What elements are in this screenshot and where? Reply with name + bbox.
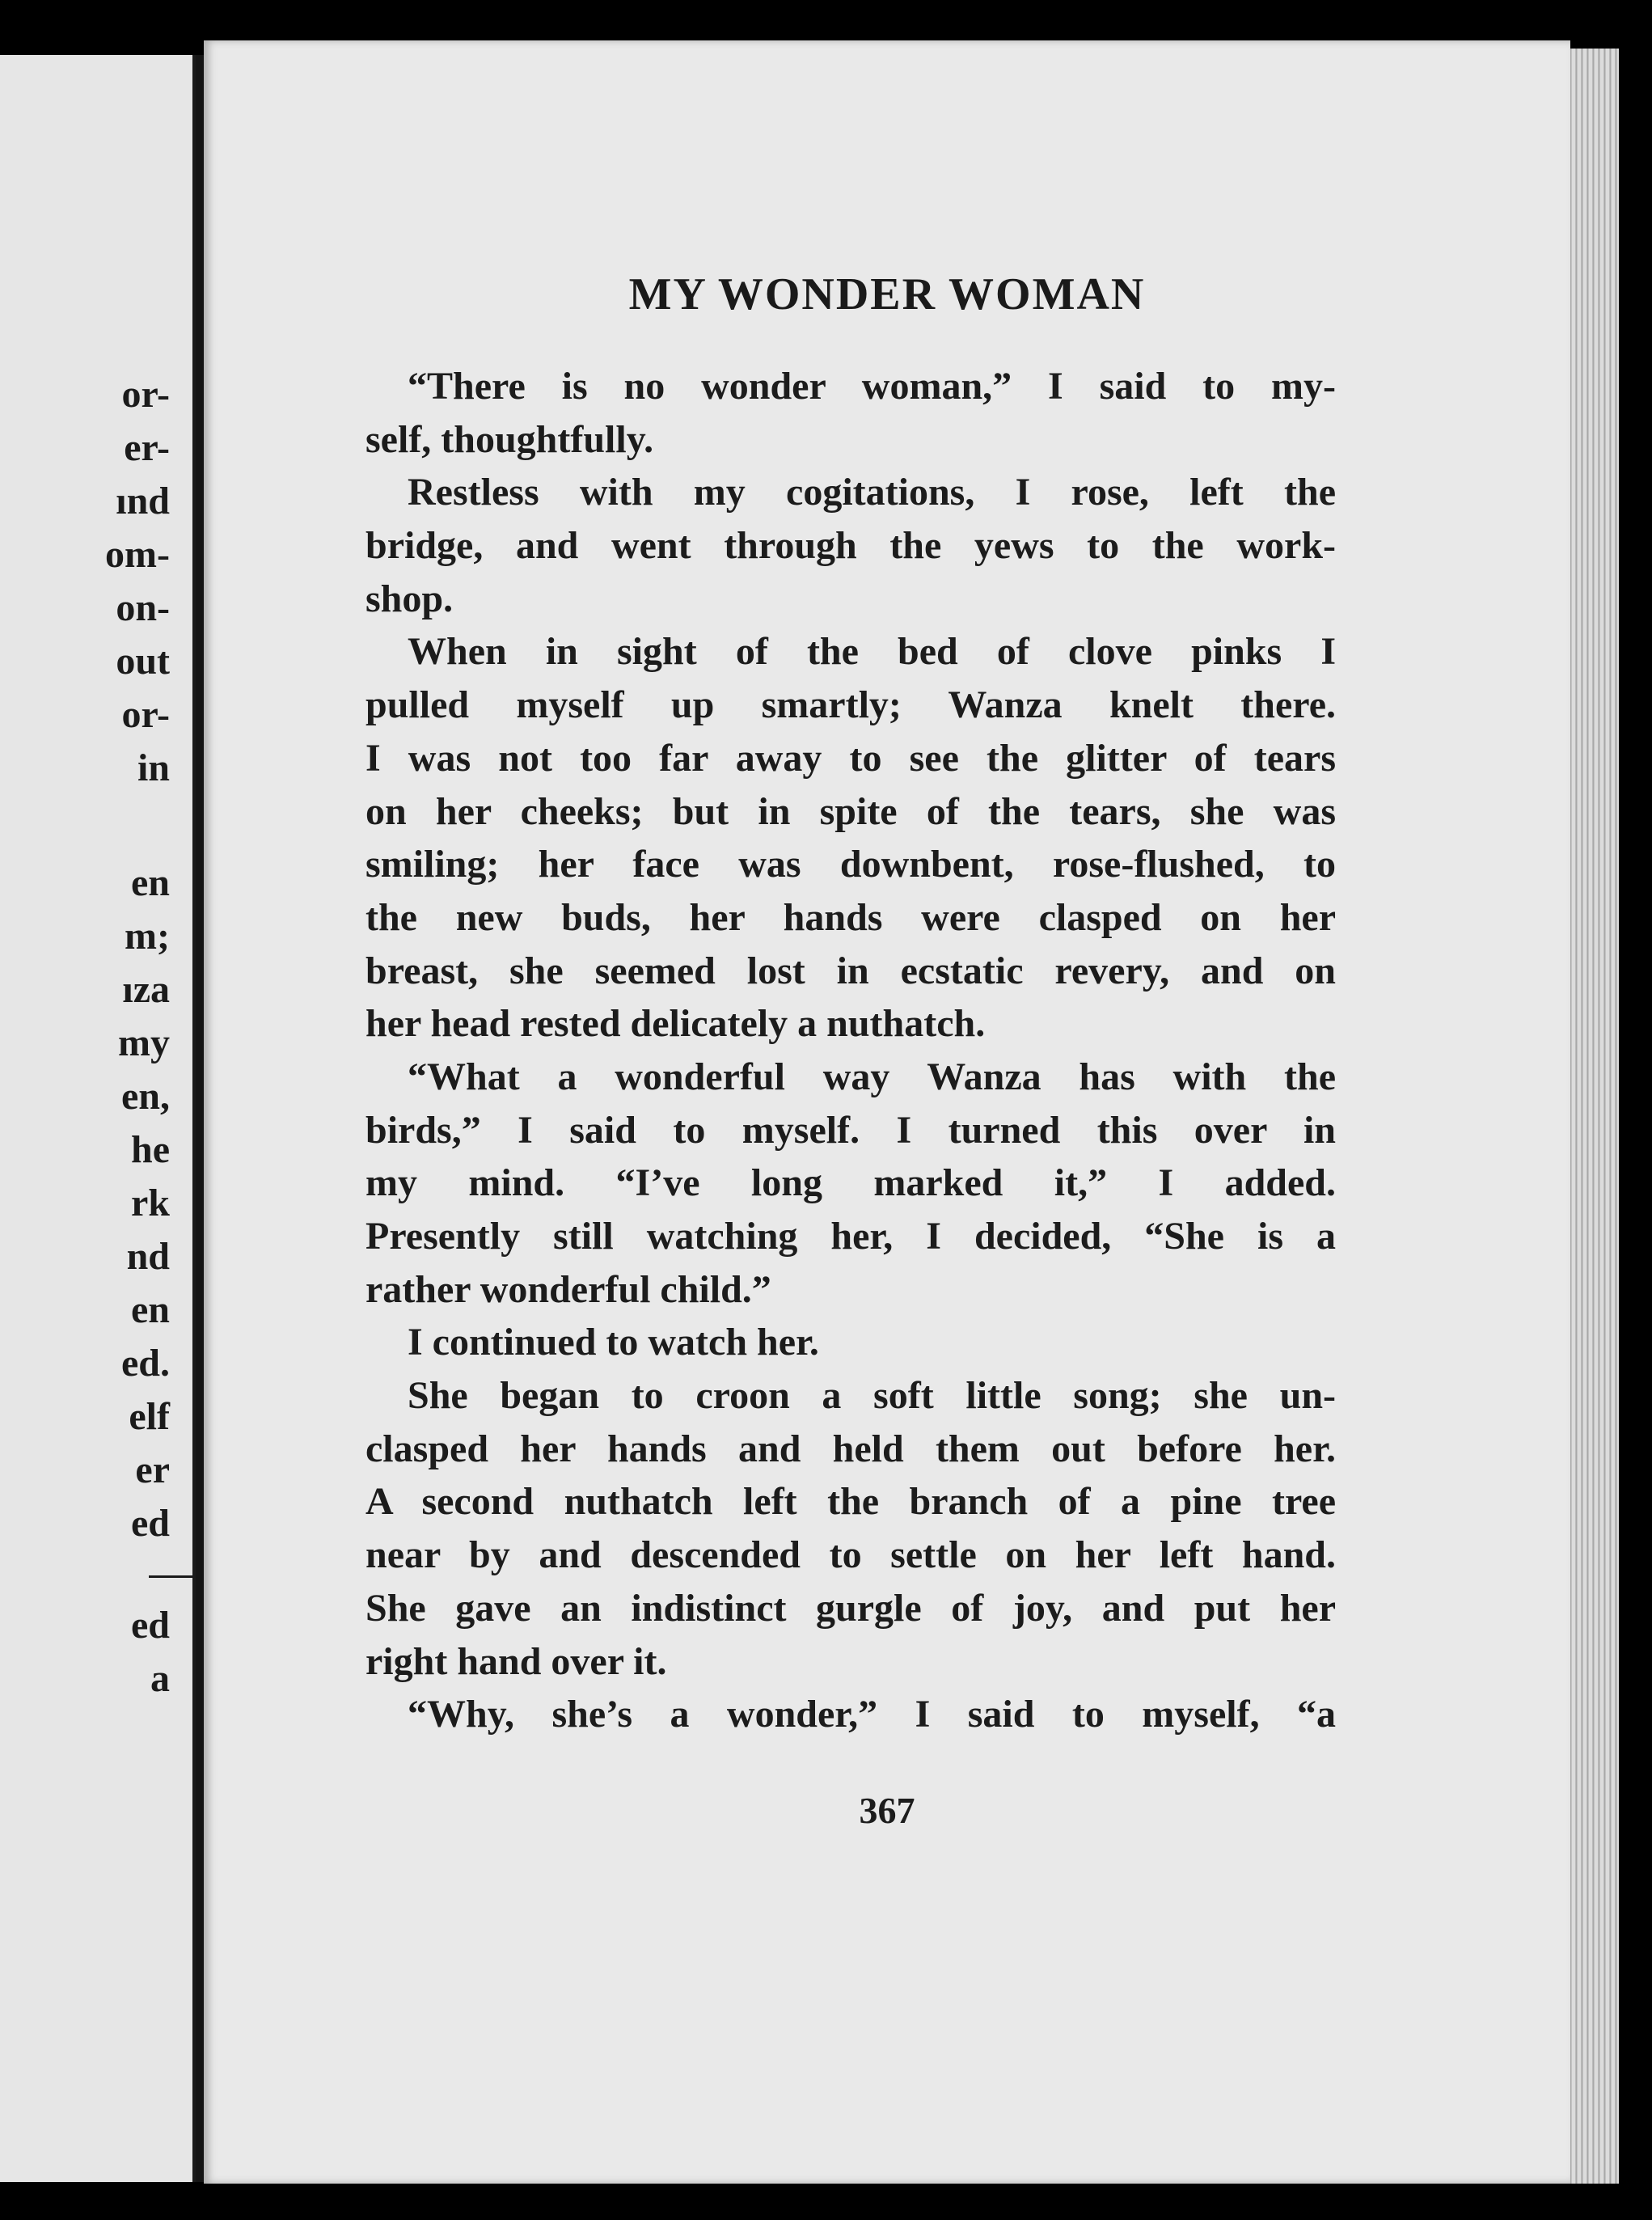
text-line: When in sight of the bed of clove pinks I [408, 630, 1336, 674]
text-line: A second nuthatch left the branch of a pine tree [365, 1480, 1336, 1524]
text-line: Restless with my cogitations, I rose, left the [408, 471, 1336, 514]
text-line: on her cheeks; but in spite of the tears, she was [365, 789, 1336, 833]
left-line-fragment: ed [131, 1502, 170, 1545]
left-line-fragment: m; [125, 915, 170, 958]
left-line-fragment: ed. [121, 1342, 170, 1385]
left-line-fragment: in [137, 746, 170, 789]
footnote-rule [149, 1575, 192, 1578]
left-line-fragment: elf [129, 1395, 170, 1438]
book-page [204, 40, 1570, 2184]
left-line-fragment: en, [121, 1075, 170, 1118]
left-line-fragment: ed [131, 1604, 170, 1647]
running-head: MY WONDER WOMAN [628, 269, 1146, 319]
text-line: “What a wonderful way Wanza has with the [408, 1055, 1336, 1098]
text-line: She began to croon a soft little song; she un- [408, 1374, 1336, 1418]
left-line-fragment: ınd [116, 480, 170, 522]
text-line: breast, she seemed lost in ecstatic revery, and on [365, 949, 1336, 992]
text-line: smiling; her face was downbent, rose-flushed, to [365, 843, 1336, 886]
body-text [365, 360, 1336, 1741]
left-line-fragment: ıza [122, 968, 170, 1011]
text-line: my mind. “I’ve long marked it,” I added. [365, 1161, 1336, 1205]
left-line-fragment: om- [105, 533, 170, 576]
text-line: bridge, and went through the yews to the work- [365, 524, 1336, 568]
text-line: her head rested delicately a nuthatch. [365, 1002, 986, 1046]
left-line-fragment: rk [131, 1182, 170, 1224]
text-line: She gave an indistinct gurgle of joy, and put her [365, 1586, 1336, 1630]
text-line: the new buds, her hands were clasped on her [365, 895, 1336, 939]
left-line-fragment: my [118, 1021, 170, 1064]
text-line: rather wonderful child.” [365, 1267, 771, 1311]
left-line-fragment: er [135, 1448, 170, 1491]
left-line-fragment: a [150, 1657, 170, 1700]
text-line: self, thoughtfully. [365, 417, 654, 461]
text-line: pulled myself up smartly; Wanza knelt there. [365, 683, 1336, 727]
text-line: “Why, she’s a wonder,” I said to myself, “a [408, 1693, 1336, 1736]
text-line: clasped her hands and held them out before her. [365, 1427, 1336, 1470]
text-line: shop. [365, 577, 454, 620]
left-line-fragment: or- [121, 373, 170, 416]
text-line: Presently still watching her, I decided, “She is a [365, 1215, 1336, 1258]
left-line-fragment: on- [116, 586, 170, 629]
left-page [0, 55, 196, 2182]
text-line: I was not too far away to see the glitter of tears [365, 736, 1336, 780]
left-line-fragment: out [116, 640, 170, 683]
text-line: right hand over it. [365, 1639, 667, 1683]
text-line: “There is no wonder woman,” I said to my- [408, 365, 1336, 408]
left-line-fragment: nd [126, 1235, 170, 1278]
left-line-fragment: or- [121, 693, 170, 736]
text-line: I continued to watch her. [408, 1321, 819, 1364]
book-gutter [196, 55, 204, 2182]
page-number: 367 [859, 1790, 915, 1831]
left-line-fragment: er- [124, 426, 170, 469]
left-line-fragment: en [131, 861, 170, 904]
left-line-fragment: he [131, 1128, 170, 1171]
text-line: birds,” I said to myself. I turned this over in [365, 1108, 1336, 1152]
text-line: near by and descended to settle on her left hand. [365, 1533, 1336, 1577]
left-line-fragment: en [131, 1288, 170, 1331]
